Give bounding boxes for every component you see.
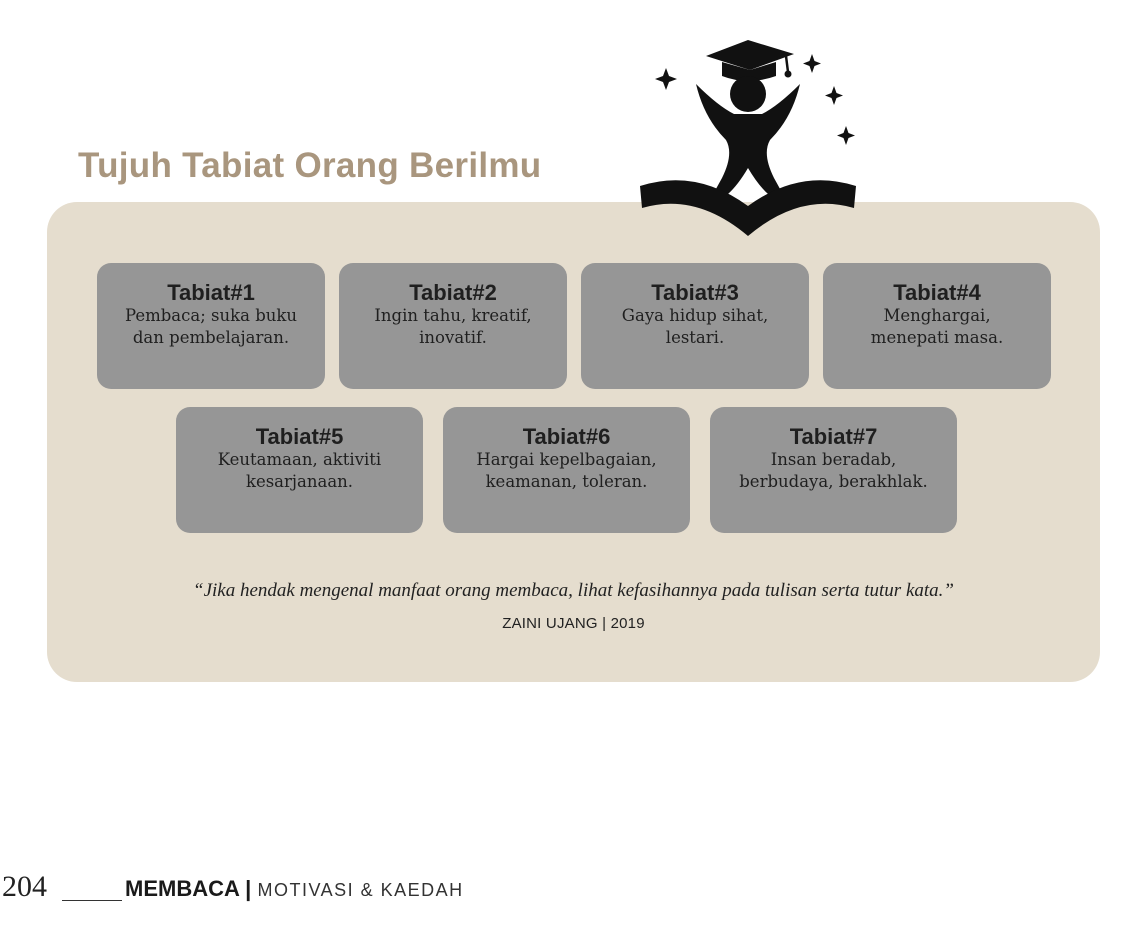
footer-divider [62, 900, 122, 901]
page-footer [0, 862, 560, 912]
card-title: Tabiat#2 [409, 280, 497, 305]
card-tabiat-3 [581, 263, 809, 389]
card-tabiat-4 [823, 263, 1051, 389]
card-description: Hargai kepelbagaian, keamanan, toleran. [476, 450, 657, 491]
book-subtitle: MOTIVASI & KAEDAH [257, 880, 464, 900]
card-tabiat-7 [710, 407, 957, 533]
book-title: MEMBACA | [125, 876, 252, 901]
card-description: Gaya hidup sihat, lestari. [621, 306, 769, 347]
page-title: Tujuh Tabiat Orang Berilmu [78, 146, 542, 185]
card-title: Tabiat#1 [167, 280, 255, 305]
running-title [125, 876, 464, 902]
card-description: Pembaca; suka buku dan pembelajaran. [124, 306, 298, 347]
card-tabiat-6 [443, 407, 690, 533]
quote-text: “Jika hendak mengenal manfaat orang membaca, lihat kefasihannya pada tulisan serta tutur kata.” [193, 580, 954, 601]
card-description: Ingin tahu, kreatif, inovatif. [374, 306, 532, 347]
card-title: Tabiat#4 [893, 280, 981, 305]
page-number: 204 [2, 870, 47, 903]
card-description: Keutamaan, aktiviti kesarjanaan. [217, 450, 382, 491]
card-tabiat-5 [176, 407, 423, 533]
quote-author: ZAINI UJANG | 2019 [502, 615, 645, 632]
card-title: Tabiat#7 [789, 424, 878, 449]
card-title: Tabiat#6 [522, 424, 611, 449]
card-tabiat-1 [97, 263, 325, 389]
card-tabiat-2 [339, 263, 567, 389]
card-description: Insan beradab, berbudaya, berakhlak. [739, 450, 928, 491]
card-title: Tabiat#5 [255, 424, 344, 449]
graduate-reading-book-icon [636, 36, 866, 241]
card-title: Tabiat#3 [651, 280, 739, 305]
card-description: Menghargai, menepati masa. [870, 306, 1004, 347]
